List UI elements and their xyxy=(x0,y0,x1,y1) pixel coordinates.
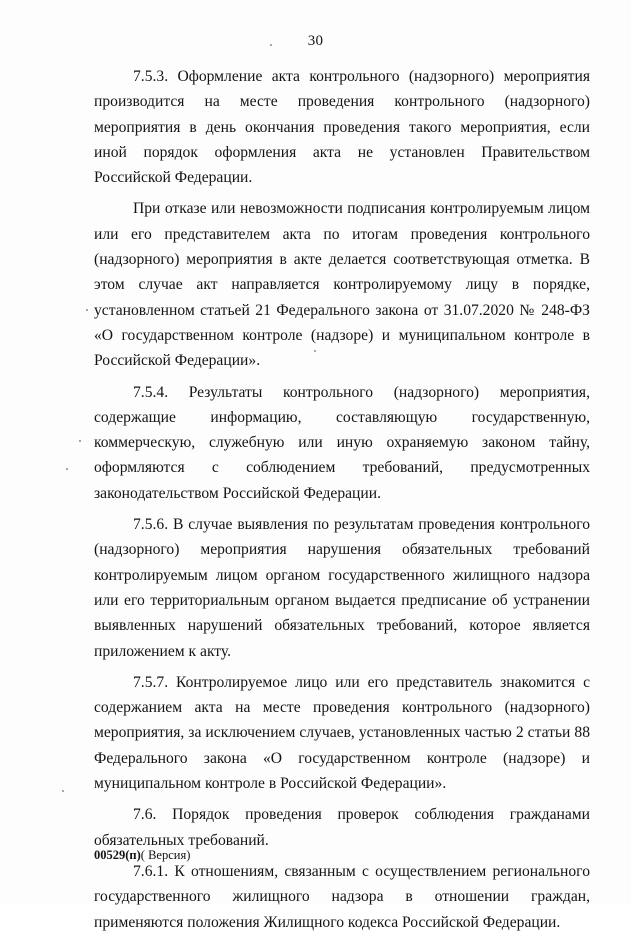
scan-speck xyxy=(86,309,88,311)
document-body xyxy=(94,64,590,941)
paragraph-7-6: 7.6. Порядок проведения проверок соблюдения гражданами обязательных требований. xyxy=(94,806,590,849)
paragraph-refusal-signing: При отказе или невозможности подписания контролируемым лицом или его представителем акта по итогам проведения контрольного (надзорного) мероприятия в акте делается соответствующая отметка. В этом случае акт направляется контролируемому лицу в порядке, установленном статьей 21 Федерального закона от 31.07.2020 № 248-ФЗ «О государственном контроле (надзоре) и муниципальном контроле в Российской Федерации». xyxy=(94,200,590,370)
scan-speck xyxy=(270,44,272,46)
paragraph-7-5-6: 7.5.6. В случае выявления по результатам проведения контрольного (надзорного) мероприятия нарушения обязательных требований контролируемым лицом органом государственного жилищного надзора или его территориальным органом выдается предписание об устранении выявленных нарушений обязательных требований, которое является приложением к акту. xyxy=(94,516,590,660)
scan-speck xyxy=(66,468,68,470)
document-version: ( Версия) xyxy=(140,848,191,862)
document-code: 00529(п) xyxy=(94,848,141,862)
paragraph-7-5-7: 7.5.7. Контролируемое лицо или его представитель знакомится с содержанием акта на месте проведения контрольного (надзорного) мероприятия, за исключением случаев, установленных частью 2 статьи 88 Федерального закона «О государственном контроле (надзоре) и муниципальном контроле в Российской Федерации». xyxy=(94,673,590,793)
paragraph-7-5-4: 7.5.4. Результаты контрольного (надзорного) мероприятия, содержащие информацию, составляющую государственную, коммерческую, служебную или иную охраняемую законом тайну, оформляются с соблюдением требований, предусмотренных законодательством Российской Федерации. xyxy=(94,383,590,502)
scan-speck xyxy=(62,790,64,792)
document-footer-code xyxy=(94,848,190,863)
scan-speck xyxy=(79,440,81,442)
scan-speck xyxy=(314,350,316,352)
paragraph-7-5-3: 7.5.3. Оформление акта контрольного (надзорного) мероприятия производится на месте проведения контрольного (надзорного) мероприятия в день окончания проведения такого мероприятия, если иной порядок оформления акта не установлен Правительством Российской Федерации. xyxy=(94,68,590,187)
page-number: 30 xyxy=(307,33,324,49)
paragraph-7-6-1: 7.6.1. К отношениям, связанным с осуществлением регионального государственного жилищного надзора в отношении граждан, применяются положения Жилищного кодекса Российской Федерации. xyxy=(94,862,590,931)
